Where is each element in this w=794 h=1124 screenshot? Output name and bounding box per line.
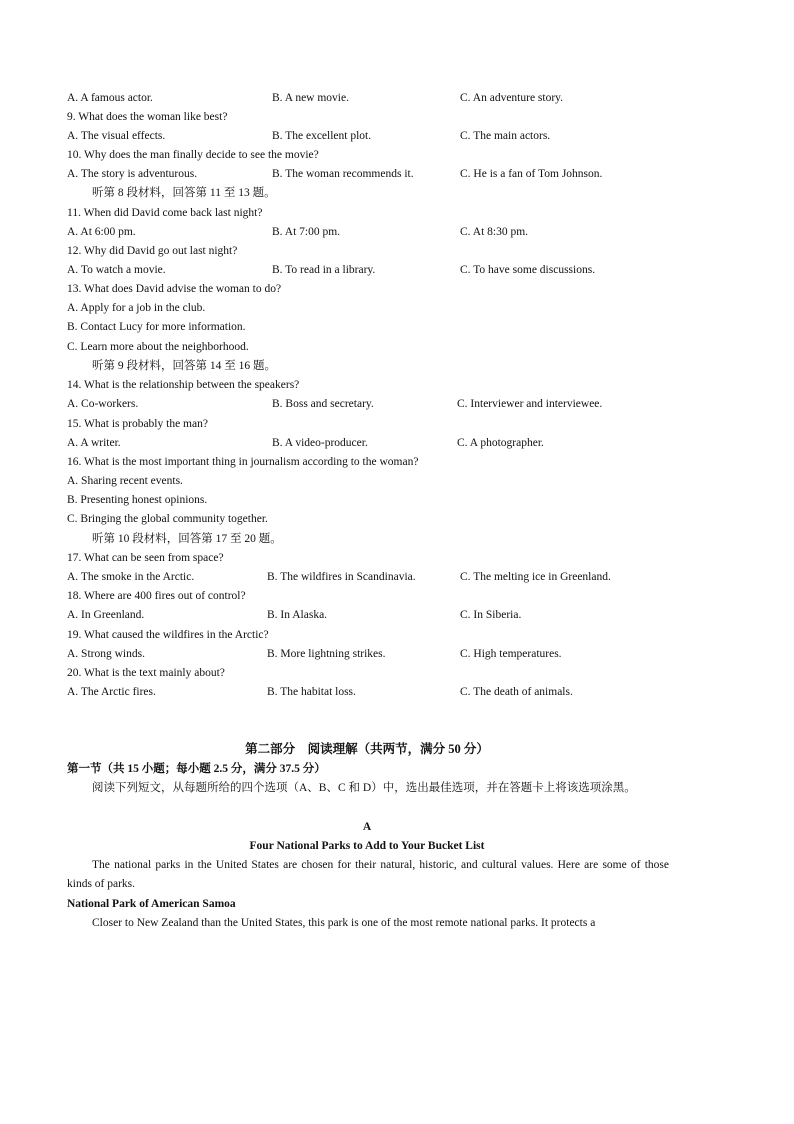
question-16: 16. What is the most important thing in journalism according to the woman? (67, 456, 419, 468)
q8-options (0, 89, 794, 108)
option-c: C. Bringing the global community together. (67, 513, 268, 525)
option-a: A. The smoke in the Arctic. (67, 571, 195, 583)
option-c: C. Learn more about the neighborhood. (67, 341, 249, 353)
option-a: A. The Arctic fires. (67, 686, 156, 698)
option-a: A. Co-workers. (67, 398, 139, 410)
option-c: C. The death of animals. (460, 686, 573, 698)
option-b: B. Boss and secretary. (272, 398, 374, 410)
option-c: C. Interviewer and interviewee. (457, 398, 603, 410)
q11-options (0, 223, 794, 242)
q17-options (0, 568, 794, 587)
question-15: 15. What is probably the man? (67, 418, 208, 430)
question-20: 20. What is the text mainly about? (67, 667, 225, 679)
option-b: B. The woman recommends it. (272, 168, 414, 180)
question-14: 14. What is the relationship between the speakers? (67, 379, 300, 391)
q15-options (0, 434, 794, 453)
option-a: A. In Greenland. (67, 609, 145, 621)
option-b: B. More lightning strikes. (267, 648, 386, 660)
question-11: 11. When did David come back last night? (67, 207, 263, 219)
option-b: B. The excellent plot. (272, 130, 372, 142)
option-b: B. Presenting honest opinions. (67, 494, 208, 506)
question-9: 9. What does the woman like best? (67, 111, 228, 123)
q9-options (0, 127, 794, 146)
passage-letter: A (362, 821, 372, 833)
option-a: A. The story is adventurous. (67, 168, 198, 180)
passage-title: Four National Parks to Add to Your Bucket List (249, 840, 485, 852)
option-b: B. The wildfires in Scandinavia. (267, 571, 416, 583)
section-9-intro: 听第 9 段材料，回答第 14 至 16 题。 (92, 360, 276, 372)
q19-options (0, 645, 794, 664)
option-c: C. A photographer. (457, 437, 544, 449)
question-18: 18. Where are 400 fires out of control? (67, 590, 246, 602)
question-13: 13. What does David advise the woman to do? (67, 283, 282, 295)
section-10-intro: 听第 10 段材料，回答第 17 至 20 题。 (92, 533, 282, 545)
option-b: B. To read in a library. (272, 264, 376, 276)
instructions: 阅读下列短文，从每题所给的四个选项（A、B、C 和 D）中，选出最佳选项，并在答题卡上将该选项涂黑。 (92, 782, 636, 794)
option-c: C. High temperatures. (460, 648, 562, 660)
question-17: 17. What can be seen from space? (67, 552, 224, 564)
option-c: C. To have some discussions. (460, 264, 596, 276)
option-c: C. The main actors. (460, 130, 551, 142)
option-b: B. A new movie. (272, 92, 349, 104)
q20-options (0, 683, 794, 702)
q18-options (0, 606, 794, 625)
option-c: C. In Siberia. (460, 609, 522, 621)
q10-options (0, 165, 794, 184)
option-b: B. Contact Lucy for more information. (67, 321, 246, 333)
option-a: A. A writer. (67, 437, 121, 449)
option-a: A. Sharing recent events. (67, 475, 183, 487)
option-a: A. At 6:00 pm. (67, 226, 136, 238)
option-a: A. To watch a movie. (67, 264, 166, 276)
part-title: 第二部分 阅读理解（共两节，满分 50 分） (245, 742, 489, 756)
section-title: 第一节（共 15 小题；每小题 2.5 分，满分 37.5 分） (67, 763, 326, 775)
option-b: B. At 7:00 pm. (272, 226, 341, 238)
q12-options (0, 261, 794, 280)
option-c: C. An adventure story. (460, 92, 564, 104)
question-19: 19. What caused the wildfires in the Arctic? (67, 629, 269, 641)
option-c: C. The melting ice in Greenland. (460, 571, 611, 583)
option-c: C. He is a fan of Tom Johnson. (460, 168, 603, 180)
q14-options (0, 395, 794, 414)
question-12: 12. Why did David go out last night? (67, 245, 238, 257)
option-a: A. A famous actor. (67, 92, 153, 104)
section-8-intro: 听第 8 段材料，回答第 11 至 13 题。 (92, 187, 276, 199)
option-b: B. A video-producer. (272, 437, 368, 449)
subheading: National Park of American Samoa (67, 898, 236, 910)
option-c: C. At 8:30 pm. (460, 226, 529, 238)
paragraph-2: Closer to New Zealand than the United States, this park is one of the most remote national parks. It protects a (92, 917, 596, 929)
option-a: A. Strong winds. (67, 648, 145, 660)
option-a: A. The visual effects. (67, 130, 166, 142)
option-b: B. The habitat loss. (267, 686, 356, 698)
option-a: A. Apply for a job in the club. (67, 302, 206, 314)
paragraph-1: The national parks in the United States are chosen for their natural, historic, and cultural values. Here are some of those kinds of parks. (67, 859, 669, 890)
option-b: B. In Alaska. (267, 609, 328, 621)
question-10: 10. Why does the man finally decide to see the movie? (67, 149, 319, 161)
